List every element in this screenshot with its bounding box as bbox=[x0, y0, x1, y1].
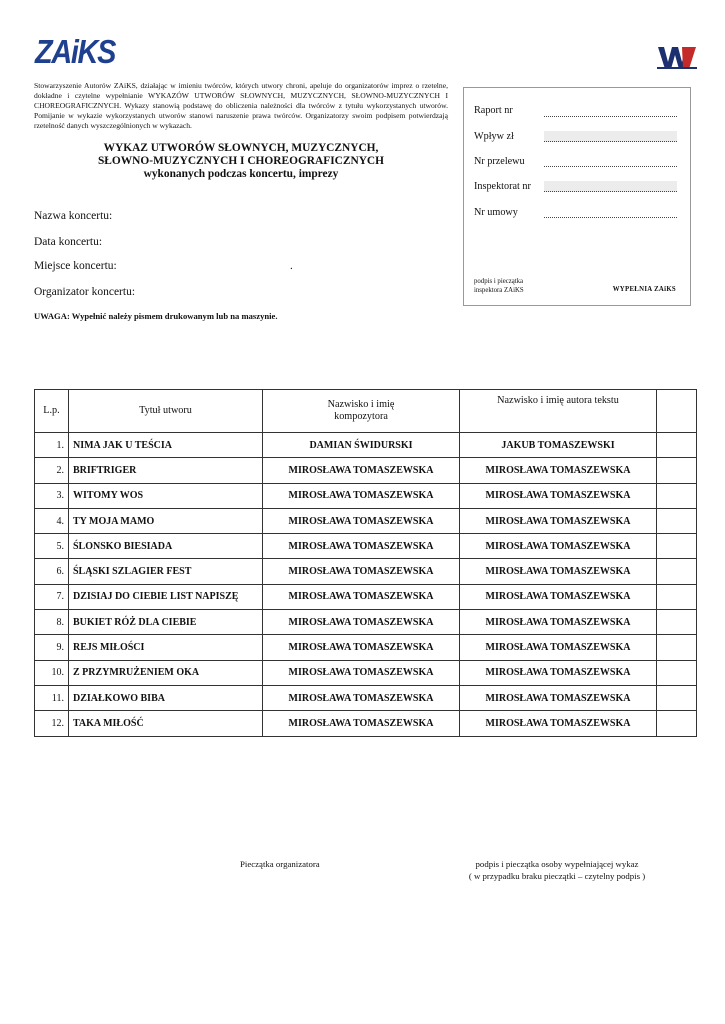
zaiks-office-box bbox=[463, 87, 691, 306]
row-lyricist: MIROSŁAWA TOMASZEWSKA bbox=[460, 685, 657, 710]
row-title: WITOMY WOS bbox=[69, 483, 263, 508]
table-body bbox=[35, 433, 697, 737]
row-title: Z PRZYMRUŻENIEM OKA bbox=[69, 660, 263, 685]
row-lp: 7. bbox=[35, 584, 69, 609]
row-lyricist: JAKUB TOMASZEWSKI bbox=[460, 433, 657, 458]
row-lyricist: MIROSŁAWA TOMASZEWSKA bbox=[460, 559, 657, 584]
title-line-1: WYKAZ UTWORÓW SŁOWNYCH, MUZYCZNYCH, bbox=[103, 142, 379, 154]
header-title: Tytuł utworu bbox=[69, 390, 263, 433]
row-composer: MIROSŁAWA TOMASZEWSKA bbox=[263, 483, 460, 508]
row-composer: MIROSŁAWA TOMASZEWSKA bbox=[263, 559, 460, 584]
organizer-stamp-label: Pieczątka organizatora bbox=[240, 859, 320, 869]
header-extra bbox=[657, 390, 697, 433]
row-lyricist: MIROSŁAWA TOMASZEWSKA bbox=[460, 711, 657, 736]
signature-line-2: ( w przypadku braku pieczątki – czytelny podpis ) bbox=[468, 870, 646, 881]
row-lp: 10. bbox=[35, 660, 69, 685]
table-row bbox=[35, 635, 697, 660]
row-title: NIMA JAK U TEŚCIA bbox=[69, 433, 263, 458]
row-extra bbox=[657, 584, 697, 609]
row-lp: 8. bbox=[35, 610, 69, 635]
row-composer: MIROSŁAWA TOMASZEWSKA bbox=[263, 584, 460, 609]
row-lp: 2. bbox=[35, 458, 69, 483]
transfer-number-field bbox=[544, 156, 677, 167]
row-composer: DAMIAN ŚWIDURSKI bbox=[263, 433, 460, 458]
works-table bbox=[34, 389, 697, 737]
zaiks-logo-text: ZAiKS bbox=[34, 33, 117, 70]
signature-line-1: podpis i pieczątka osoby wypełniającej wykaz bbox=[475, 859, 639, 869]
table-row bbox=[35, 660, 697, 685]
row-title: TY MOJA MAMO bbox=[69, 508, 263, 533]
header-composer bbox=[263, 390, 460, 433]
row-composer: MIROSŁAWA TOMASZEWSKA bbox=[263, 685, 460, 710]
table-row bbox=[35, 711, 697, 736]
contract-number-field bbox=[544, 207, 677, 218]
row-extra bbox=[657, 610, 697, 635]
row-lyricist: MIROSŁAWA TOMASZEWSKA bbox=[460, 635, 657, 660]
row-title: ŚLĄSKI SZLAGIER FEST bbox=[69, 559, 263, 584]
row-lyricist: MIROSŁAWA TOMASZEWSKA bbox=[460, 610, 657, 635]
row-composer: MIROSŁAWA TOMASZEWSKA bbox=[263, 458, 460, 483]
row-extra bbox=[657, 660, 697, 685]
row-lyricist: MIROSŁAWA TOMASZEWSKA bbox=[460, 534, 657, 559]
row-composer: MIROSŁAWA TOMASZEWSKA bbox=[263, 711, 460, 736]
row-lyricist: MIROSŁAWA TOMASZEWSKA bbox=[460, 508, 657, 533]
title-line-2: SŁOWNO-MUZYCZNYCH I CHOREOGRAFICZNYCH bbox=[97, 155, 385, 168]
row-extra bbox=[657, 508, 697, 533]
row-extra bbox=[657, 685, 697, 710]
header-composer-line-2: kompozytora bbox=[334, 411, 388, 422]
organizer-label: Organizator koncertu: bbox=[34, 286, 136, 298]
table-row bbox=[35, 559, 697, 584]
table-row bbox=[35, 685, 697, 710]
intro-text: Stowarzyszenie Autorów ZAiKS, działając w imieniu twórców, których utwory chroni, apeluje do organizatorów imprez o rzetelne, dokładne i czytelne wypełnianie WYKAZÓW UTWORÓW SŁOWNYCH, MUZYCZNYCH, SŁOWNO-MUZYCZNYCH I CHOREOGRAFICZNYCH. Wykazy stanowią podstawę do obliczenia należności dla twórców z tytułu wykorzystanych utworów. Pomijanie w wykazie wykorzystanych utworów stanowi naruszenie prawa twórców. Organizatorzy swoim podpisem potwierdzają rzetelność danych wyszczególnionych w wykazach. bbox=[34, 81, 448, 131]
inspectorate-label: Inspektorat nr bbox=[474, 181, 531, 192]
notice-text: UWAGA: Wypełnić należy pismem drukowanym lub na maszynie. bbox=[34, 311, 278, 321]
table-row bbox=[35, 534, 697, 559]
row-extra bbox=[657, 635, 697, 660]
contract-number-label: Nr umowy bbox=[474, 207, 518, 218]
header-lyricist: Nazwisko i imię autora tekstu bbox=[460, 390, 657, 433]
row-composer: MIROSŁAWA TOMASZEWSKA bbox=[263, 635, 460, 660]
row-title: DZIAŁKOWO BIBA bbox=[69, 685, 263, 710]
concert-name-label: Nazwa koncertu: bbox=[34, 210, 113, 222]
table-row bbox=[35, 508, 697, 533]
report-number-field bbox=[544, 106, 677, 117]
filled-by-zaiks-label: WYPEŁNIA ZAiKS bbox=[612, 286, 676, 293]
row-lp: 12. bbox=[35, 711, 69, 736]
row-lp: 1. bbox=[35, 433, 69, 458]
row-composer: MIROSŁAWA TOMASZEWSKA bbox=[263, 610, 460, 635]
row-extra bbox=[657, 711, 697, 736]
table-row bbox=[35, 610, 697, 635]
transfer-number-label: Nr przelewu bbox=[474, 156, 525, 167]
concert-date-label: Data koncertu: bbox=[34, 236, 103, 248]
row-lp: 4. bbox=[35, 508, 69, 533]
inspectorate-field bbox=[544, 181, 677, 192]
row-lyricist: MIROSŁAWA TOMASZEWSKA bbox=[460, 584, 657, 609]
inspector-note-line-1: podpis i pieczątka bbox=[474, 278, 524, 285]
row-lyricist: MIROSŁAWA TOMASZEWSKA bbox=[460, 483, 657, 508]
table-row bbox=[35, 433, 697, 458]
table-row bbox=[35, 458, 697, 483]
concert-place-dot: . bbox=[290, 260, 293, 272]
zaiks-logo bbox=[34, 34, 116, 68]
row-lp: 5. bbox=[35, 534, 69, 559]
table-row bbox=[35, 483, 697, 508]
row-composer: MIROSŁAWA TOMASZEWSKA bbox=[263, 660, 460, 685]
row-title: BRIFTRIGER bbox=[69, 458, 263, 483]
row-lp: 6. bbox=[35, 559, 69, 584]
table-row bbox=[35, 584, 697, 609]
row-title: ŚLONSKO BIESIADA bbox=[69, 534, 263, 559]
row-title: TAKA MIŁOŚĆ bbox=[69, 711, 263, 736]
signature-label bbox=[452, 859, 662, 882]
row-lyricist: MIROSŁAWA TOMASZEWSKA bbox=[460, 660, 657, 685]
payment-amount-label: Wpływ zł bbox=[474, 131, 514, 142]
row-extra bbox=[657, 559, 697, 584]
row-extra bbox=[657, 534, 697, 559]
row-title: DZISIAJ DO CIEBIE LIST NAPISZĘ bbox=[69, 584, 263, 609]
row-composer: MIROSŁAWA TOMASZEWSKA bbox=[263, 534, 460, 559]
row-lp: 11. bbox=[35, 685, 69, 710]
row-extra bbox=[657, 433, 697, 458]
header-composer-line-1: Nazwisko i imię bbox=[327, 399, 395, 410]
payment-amount-field bbox=[544, 131, 677, 142]
header-lp: L.p. bbox=[35, 390, 69, 433]
w-logo-icon bbox=[657, 45, 697, 71]
row-composer: MIROSŁAWA TOMASZEWSKA bbox=[263, 508, 460, 533]
title-line-3: wykonanych podczas koncertu, imprezy bbox=[143, 168, 339, 181]
inspector-signature-note bbox=[474, 277, 524, 295]
concert-place-label: Miejsce koncertu: bbox=[34, 260, 117, 272]
row-extra bbox=[657, 483, 697, 508]
row-lp: 9. bbox=[35, 635, 69, 660]
row-title: BUKIET RÓŻ DLA CIEBIE bbox=[69, 610, 263, 635]
inspector-note-line-2: inspektora ZAiKS bbox=[474, 287, 524, 294]
row-title: REJS MIŁOŚCI bbox=[69, 635, 263, 660]
table-header-row bbox=[35, 390, 697, 433]
row-lyricist: MIROSŁAWA TOMASZEWSKA bbox=[460, 458, 657, 483]
report-number-label: Raport nr bbox=[474, 105, 513, 116]
row-lp: 3. bbox=[35, 483, 69, 508]
row-extra bbox=[657, 458, 697, 483]
page-title bbox=[34, 142, 448, 182]
